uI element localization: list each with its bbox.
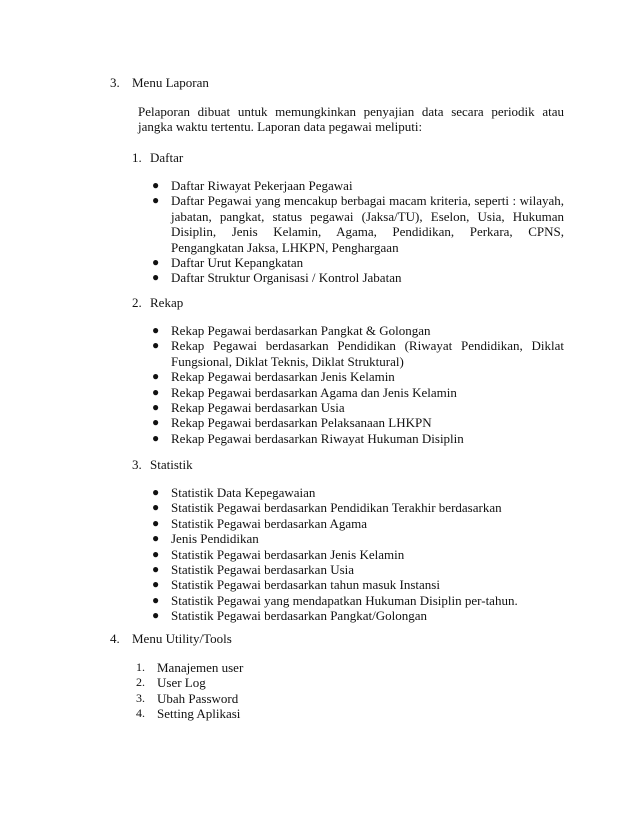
- daftar-list: [150, 178, 564, 286]
- bullet-icon: ●: [152, 323, 160, 337]
- subsection-heading-daftar: 1. Daftar: [132, 150, 184, 165]
- bullet-icon: ●: [152, 338, 160, 353]
- laporan-intro-paragraph: Pelaporan dibuat untuk memungkinkan penyajian data secara periodik atau jangka waktu tertentu. Laporan data pegawai meliputi:: [138, 104, 564, 135]
- list-item: ● Rekap Pegawai berdasarkan Pendidikan (Riwayat Pendidikan, Diklat Fungsional, Diklat Teknis, Diklat Struktural): [152, 338, 564, 369]
- utility-list: [136, 660, 243, 722]
- list-item: ● Rekap Pegawai berdasarkan Jenis Kelamin: [152, 369, 395, 385]
- bullet-icon: ●: [152, 400, 160, 415]
- list-item: ● Rekap Pegawai berdasarkan Pangkat & Golongan: [152, 323, 431, 338]
- bullet-icon: ●: [152, 178, 160, 192]
- bullet-icon: ●: [152, 415, 160, 430]
- list-item: ● Statistik Pegawai yang mendapatkan Hukuman Disiplin per-tahun.: [152, 592, 518, 608]
- bullet-icon: ●: [152, 270, 160, 285]
- list-item: 3. Ubah Password: [136, 690, 239, 706]
- bullet-icon: ●: [152, 515, 160, 530]
- subsection-heading-statistik: 3. Statistik: [132, 457, 193, 472]
- bullet-icon: ●: [152, 562, 160, 577]
- list-item: ● Jenis Pendidikan: [152, 531, 259, 547]
- bullet-icon: ●: [152, 369, 160, 384]
- list-item: ● Statistik Pegawai berdasarkan Agama: [152, 515, 368, 531]
- list-item: ● Daftar Pegawai yang mencakup berbagai macam kriteria, seperti : wilayah, jabatan, pangkat, status pegawai (Jaksa/TU), Eselon, Usia, Hukuman Disiplin, Jenis Kelamin, Agama, Pendidikan, Perkara, CPNS, Pengangkatan Jaksa, LHKPN, Penghargaan: [152, 193, 564, 255]
- bullet-icon: ●: [152, 577, 160, 592]
- bullet-icon: ●: [152, 193, 160, 208]
- section-heading-menu-utility: 4. Menu Utility/Tools: [110, 631, 232, 646]
- bullet-icon: ●: [152, 592, 160, 607]
- bullet-icon: ●: [152, 485, 160, 499]
- list-item: ● Statistik Pegawai berdasarkan Pangkat/Golongan: [152, 608, 427, 624]
- list-item: ● Rekap Pegawai berdasarkan Pelaksanaan LHKPN: [152, 415, 432, 431]
- bullet-icon: ●: [152, 430, 160, 445]
- list-item: ● Rekap Pegawai berdasarkan Riwayat Hukuman Disiplin: [152, 430, 464, 446]
- bullet-icon: ●: [152, 531, 160, 546]
- bullet-icon: ●: [152, 546, 160, 561]
- statistik-list: [150, 485, 564, 624]
- list-item: 2. User Log: [136, 675, 206, 691]
- list-item: 1. Manajemen user: [136, 660, 244, 675]
- list-item: ● Statistik Data Kepegawaian: [152, 485, 316, 500]
- bullet-icon: ●: [152, 608, 160, 623]
- list-item: ● Statistik Pegawai berdasarkan Pendidikan Terakhir berdasarkan: [152, 500, 502, 516]
- bullet-icon: ●: [152, 255, 160, 270]
- section-heading-menu-laporan: 3. Menu Laporan: [110, 75, 209, 90]
- list-item: ● Statistik Pegawai berdasarkan Jenis Kelamin: [152, 546, 405, 562]
- list-item: ● Rekap Pegawai berdasarkan Usia: [152, 400, 345, 416]
- subsection-heading-rekap: 2. Rekap: [132, 295, 184, 310]
- list-item: ● Daftar Struktur Organisasi / Kontrol Jabatan: [152, 270, 402, 286]
- list-item: ● Statistik Pegawai berdasarkan Usia: [152, 562, 355, 578]
- rekap-list: [150, 323, 564, 446]
- list-item: ● Rekap Pegawai berdasarkan Agama dan Jenis Kelamin: [152, 384, 457, 400]
- bullet-icon: ●: [152, 500, 160, 515]
- list-item: ● Daftar Urut Kepangkatan: [152, 255, 304, 271]
- list-item: ● Daftar Riwayat Pekerjaan Pegawai: [152, 178, 353, 193]
- list-item: 4. Setting Aplikasi: [136, 706, 241, 722]
- list-item: ● Statistik Pegawai berdasarkan tahun masuk Instansi: [152, 577, 440, 593]
- bullet-icon: ●: [152, 384, 160, 399]
